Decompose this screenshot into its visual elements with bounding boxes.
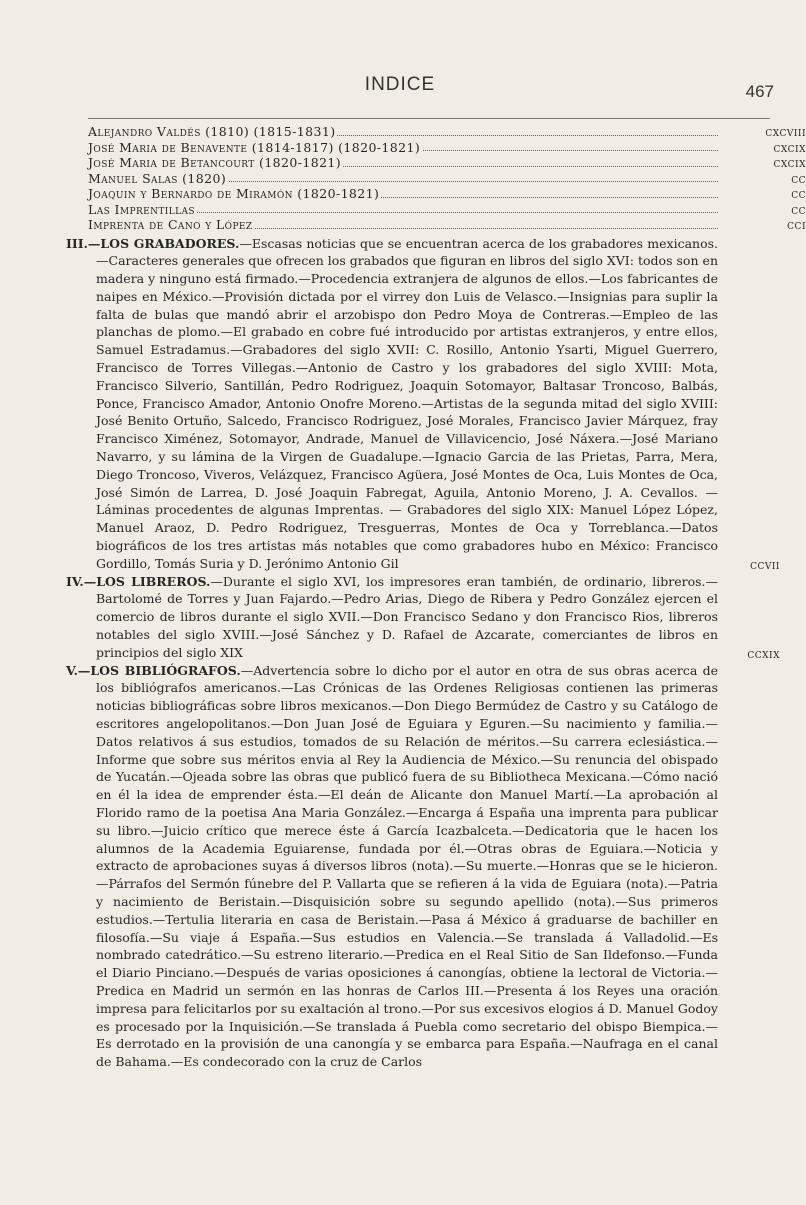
toc-entry-title: José Maria de Benavente (1814-1817) (1820-1821): [88, 139, 421, 155]
header-rule: [88, 118, 770, 119]
section-heading: III.—LOS GRABADORES.: [66, 235, 240, 251]
running-title: INDICE: [364, 74, 436, 95]
toc-entry: [88, 217, 806, 233]
toc-entry-title: Joaquin y Bernardo de Miramón (1820-1821): [88, 186, 380, 201]
toc-entry-title: Las Imprentillas: [88, 201, 195, 217]
section-heading: V.—LOS BIBLIÓGRAFOS.: [66, 662, 241, 678]
toc-entry: [88, 170, 806, 187]
section-heading: IV.—LOS LIBREROS.: [66, 573, 211, 589]
section-text: —Advertencia sobre lo dicho por el autor en otra de sus obras acerca de los bibliógrafos americanos.—Las Crónicas de las Ordenes Religiosas contienen las primeras noticias bibliográficas sobre libros mexicanos.—Don Diego Bermúdez de Castro y su Catálogo de escritores angelopolitanos.—Don Juan José de Eguiara y Eguren.—Su nacimiento y familia.—Datos relativos á sus estudios, tomados de su Relación de méritos.—Su carrera eclesiástica.—Informe que sobre sus méritos envia al Rey la Audiencia de México.—Su renuncia del obispado de Yucatán.—Ojeada sobre las obras que publicó fuera de su Bibliotheca Mexicana.—Cómo nació en él la idea de emprender ésta.—El deán de Alicante don Manuel Martí.—La aprobación al Florido ramo de la poetisa Ana Maria González.—Encarga á España una imprenta para publicar su libro.—Juicio crítico que merece éste á García Icazbalceta.—Dedicatoria que le hacen los alumnos de la Academia Eguiarense, fundada por él.—Otras obras de Eguiara.—Noticia y extracto de aprobaciones suyas á diversos libros (nota).—Su muerte.—Honras que se le hicieron.—Párrafos del Sermón fúnebre del P. Vallarta que se refieren á la vida de Eguiara (nota).—Patria y nacimiento de Beristain.—Disquisición sobre su segundo apellido (nota).—Sus primeros estudios.—Tertulia literaria en casa de Beristain.—Pasa á México á graduarse de bachiller en filosofía.—Su viaje á España.—Sus estudios en Valencia.—Se translada á Valladolid.—Es nombrado catedrático.—Su estreno literario.—Predica en el Real Sitio de San Ildefonso.—Funda el Diario Pinciano.—Después de varias oposiciones á canongías, obtiene la lectoral de Victoria.—Predica en Madrid un sermón en las honras de Carlos III.—Presenta á los Reyes una oración impresa para felicitarlos por su exaltación al trono.—Por sus excesivos elogios á D. Manuel Godoy es procesado por la Inquisición.—Se translada á Puebla como secretario del obispo Biempica.—Es derrotado en la provisión de una canongía y se embarca para España.—Naufraga en el canal de Bahama.—Es condecorado con la cruz de Carlos: [96, 662, 718, 1070]
toc-entry: [88, 155, 806, 171]
toc-entry: [88, 201, 806, 218]
toc-entry-page: cxcviii: [765, 124, 806, 139]
toc-entry: [88, 186, 806, 202]
page-number: 467: [745, 82, 774, 101]
toc-entry-title: Imprenta de Cano y López: [88, 217, 253, 232]
toc-entry-title: Manuel Salas (1820): [88, 170, 227, 186]
toc-entry-page: cc: [791, 201, 806, 217]
toc-entry-page: cci: [787, 217, 806, 232]
toc-entry-page: cc: [791, 170, 806, 186]
toc-entry-title: Alejandro Valdés (1810) (1815-1831): [88, 124, 336, 139]
section-grabadores: [0, 235, 800, 573]
toc-entry-page: cxcix: [773, 139, 806, 155]
toc-entry: [88, 139, 806, 156]
toc-entry-title: José Maria de Betancourt (1820-1821): [88, 155, 342, 170]
section-text: —Durante el siglo XVI, los impresores eran también, de ordinario, libreros.—Bartolomé de Torres y Juan Fajardo.—Pedro Arias, Diego de Ribera y Pedro González ejercen el comercio de libros durante el siglo XVII.—Don Francisco Sedano y don Francisco Rios, libreros notables del siglo XVIII.—José Sánchez y D. Rafael de Azcarate, comerciantes de libros en principios del siglo XIX: [96, 573, 718, 660]
toc-entry: [88, 124, 806, 140]
toc-entry-page: cc: [791, 186, 806, 201]
table-of-contents: [0, 124, 806, 1071]
section-bibliografos: [0, 662, 800, 1071]
section-page: ccvii: [750, 557, 780, 573]
section-page: ccxix: [747, 646, 780, 662]
page-header: [0, 72, 800, 112]
section-text: —Escasas noticias que se encuentran acerca de los grabadores mexicanos.—Caracteres generales que ofrecen los grabados que figuran en libros del siglo XVI: todos son en madera y ninguno está firmado.—Procedencia extranjera de algunos de ellos.—Los fabricantes de naipes en México.—Provisión dictada por el virrey don Luis de Velasco.—Insignias para suplir la falta de bulas que mandó abrir el arzobispo don Pedro Moya de Contreras.—Empleo de las planchas de plomo.—El grabado en cobre fué introducido por artistas extranjeros, y entre ellos, Samuel Estradamus.—Grabadores del siglo XVII: C. Rosillo, Antonio Ysarti, Miguel Guerrero, Francisco de Torres Villegas.—Antonio de Castro y los grabadores del siglo XVIII: Mota, Francisco Silverio, Santillán, Pedro Rodriguez, Joaquin Sotomayor, Baltasar Troncoso, Balbás, Ponce, Francisco Amador, Antonio Onofre Moreno.—Artistas de la segunda mitad del siglo XVIII: José Benito Ortuño, Salcedo, Francisco Rodriguez, José Morales, Francisco Javier Márquez, fray Francisco Ximénez, Sotomayor, Andrade, Manuel de Villavicencio, José Náxera.—José Mariano Navarro, y su lámina de la Virgen de Guadalupe.—Ignacio Garcia de las Prietas, Parra, Mera, Diego Troncoso, Viveros, Velázquez, Francisco Agüera, José Montes de Oca, Luis Montes de Oca, José Simón de Larrea, D. José Joaquin Fabregat, Aguila, Antonio Moreno, J. A. Cevallos. — Láminas procedentes de algunas Imprentas. — Grabadores del siglo XIX: Manuel López López, Manuel Araoz, D. Pedro Rodriguez, Tresguerras, Montes de Oca y Torreblanca.—Datos biográficos de los tres artistas más notables que como grabadores hubo en México: Francisco Gordillo, Tomás Suria y D. Jerónimo Antonio Gil: [96, 235, 718, 571]
toc-entry-page: cxcix: [773, 155, 806, 170]
section-libreros: [0, 573, 800, 662]
